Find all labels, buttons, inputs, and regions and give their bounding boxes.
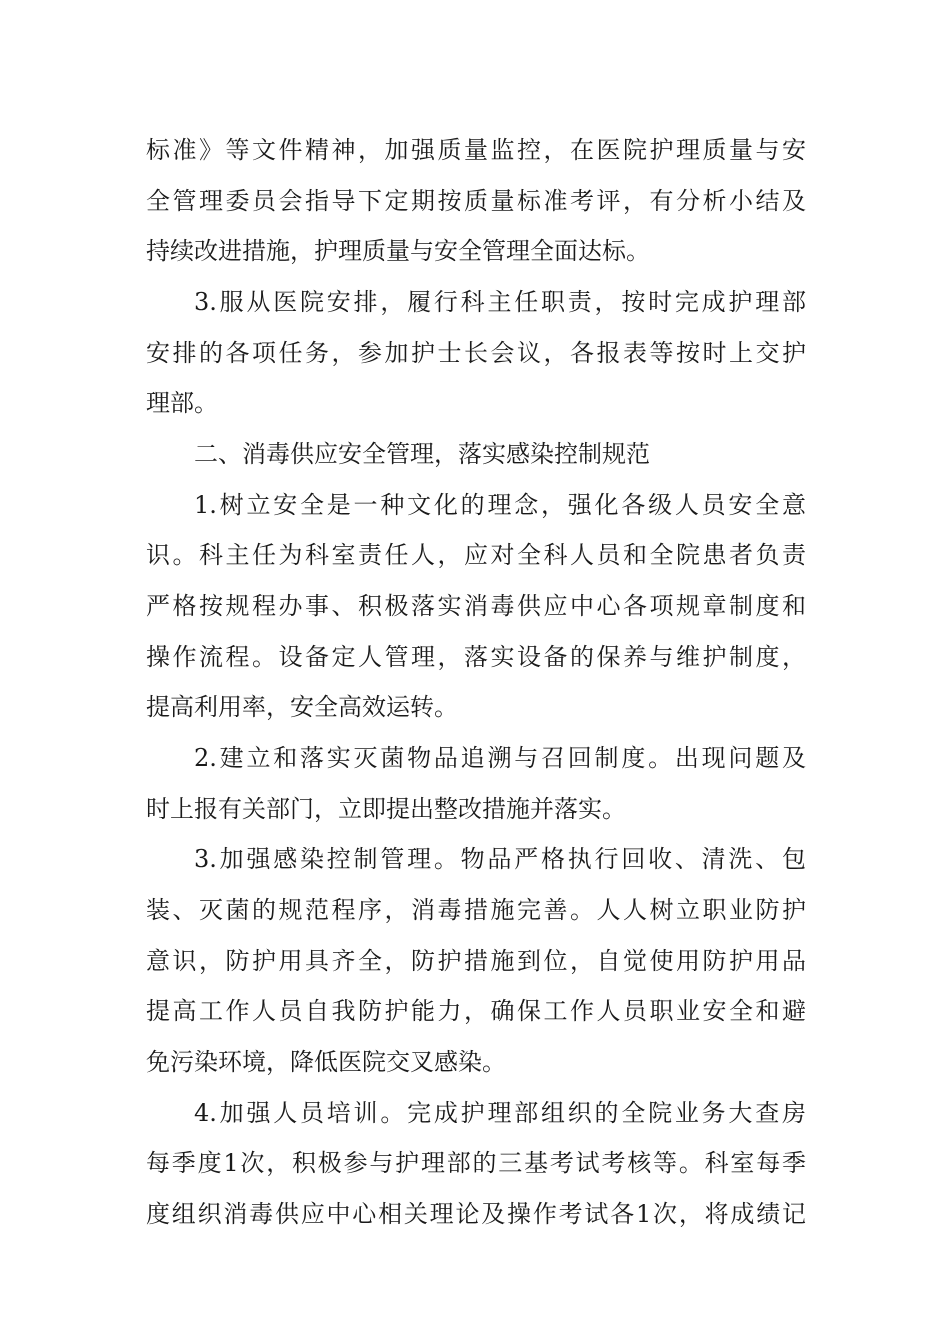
paragraph-start-line: 3.加强感染控制管理。物品严格执行回收、清洗、包 <box>194 845 806 873</box>
text-line: 安排的各项任务，参加护士长会议，各报表等按时上交护 <box>146 339 806 367</box>
text-line: 提高利用率，安全高效运转。 <box>146 693 458 721</box>
paragraph-start-line: 1.树立安全是一种文化的理念，强化各级人员安全意 <box>194 491 806 519</box>
paragraph-start-line: 2.建立和落实灭菌物品追溯与召回制度。出现问题及 <box>194 744 806 772</box>
text-line: 操作流程。设备定人管理，落实设备的保养与维护制度， <box>146 643 806 671</box>
text-line: 度组织消毒供应中心相关理论及操作考试各1次，将成绩记 <box>146 1200 806 1228</box>
text-line: 理部。 <box>146 389 218 417</box>
paragraph-start-line: 3.服从医院安排，履行科主任职责，按时完成护理部 <box>194 288 806 316</box>
text-line: 提高工作人员自我防护能力，确保工作人员职业安全和避 <box>146 997 806 1025</box>
text-line: 识。科主任为科室责任人，应对全科人员和全院患者负责 <box>146 541 806 569</box>
paragraph-start-line: 4.加强人员培训。完成护理部组织的全院业务大查房 <box>194 1099 806 1127</box>
text-line: 持续改进措施，护理质量与安全管理全面达标。 <box>146 237 650 265</box>
text-line: 免污染环境，降低医院交叉感染。 <box>146 1048 506 1076</box>
text-line: 标准》等文件精神，加强质量监控，在医院护理质量与安 <box>146 136 806 164</box>
text-line: 时上报有关部门，立即提出整改措施并落实。 <box>146 795 626 823</box>
text-line: 意识，防护用具齐全，防护措施到位，自觉使用防护用品 <box>146 947 806 975</box>
text-line: 装、灭菌的规范程序，消毒措施完善。人人树立职业防护 <box>146 896 806 924</box>
text-line: 全管理委员会指导下定期按质量标准考评，有分析小结及 <box>146 187 806 215</box>
text-line: 严格按规程办事、积极落实消毒供应中心各项规章制度和 <box>146 592 806 620</box>
section-heading: 二、消毒供应安全管理，落实感染控制规范 <box>194 440 650 468</box>
text-line: 每季度1次，积极参与护理部的三基考试考核等。科室每季 <box>146 1149 806 1177</box>
